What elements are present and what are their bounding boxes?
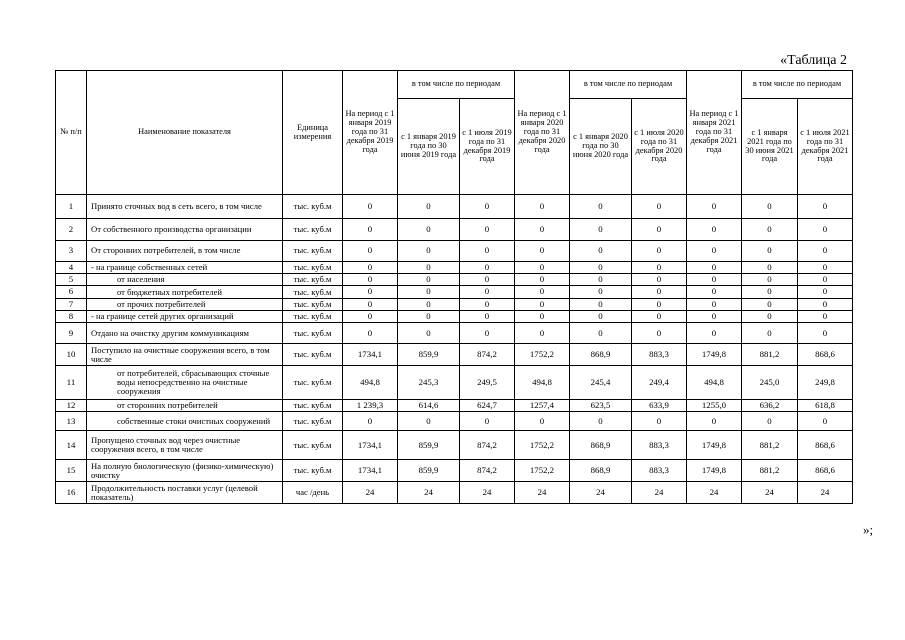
row-value: 0	[687, 274, 742, 286]
row-value: 0	[570, 298, 632, 310]
table-row	[56, 274, 853, 286]
row-name: от населения	[87, 274, 283, 286]
row-value: 0	[343, 323, 398, 344]
header-unit: Единица измерения	[283, 71, 343, 195]
row-value: 0	[632, 195, 687, 219]
row-value: 0	[742, 286, 798, 298]
row-value: 0	[515, 241, 570, 262]
row-name: От собственного производства организации	[87, 219, 283, 241]
row-name: Продолжительность поставки услуг (целевой показатель)	[87, 482, 283, 504]
row-number: 16	[56, 482, 87, 504]
row-value: 1749,8	[687, 431, 742, 460]
row-value: 24	[515, 482, 570, 504]
row-value: 868,6	[798, 460, 853, 482]
row-value: 874,2	[460, 431, 515, 460]
row-value: 494,8	[515, 366, 570, 400]
header-name: Наименование показателя	[87, 71, 283, 195]
row-value: 881,2	[742, 460, 798, 482]
row-value: 623,5	[570, 400, 632, 412]
row-value: 0	[687, 262, 742, 274]
row-value: 0	[515, 323, 570, 344]
row-value: 0	[570, 412, 632, 431]
header-period-2019-including: в том числе по периодам	[398, 71, 515, 99]
row-value: 24	[570, 482, 632, 504]
row-unit: тыс. куб.м	[283, 298, 343, 310]
row-value: 0	[398, 323, 460, 344]
header-period-2021-total: На период с 1 января 2021 года по 31 декабря 2021 года	[687, 71, 742, 195]
row-value: 249,8	[798, 366, 853, 400]
row-value: 868,9	[570, 431, 632, 460]
row-value: 0	[398, 274, 460, 286]
row-value: 859,9	[398, 344, 460, 366]
row-value: 0	[632, 219, 687, 241]
row-value: 494,8	[687, 366, 742, 400]
row-unit: тыс. куб.м	[283, 323, 343, 344]
row-unit: тыс. куб.м	[283, 195, 343, 219]
wastewater-table	[55, 70, 853, 504]
row-value: 1752,2	[515, 431, 570, 460]
row-value: 1749,8	[687, 344, 742, 366]
row-name: собственные стоки очистных сооружений	[87, 412, 283, 431]
row-value: 0	[798, 310, 853, 322]
row-unit: тыс. куб.м	[283, 286, 343, 298]
row-unit: тыс. куб.м	[283, 310, 343, 322]
table-row	[56, 366, 853, 400]
table-row	[56, 195, 853, 219]
row-value: 0	[343, 219, 398, 241]
header-2019-half2: с 1 июля 2019 года по 31 декабря 2019 года	[460, 99, 515, 195]
row-value: 0	[798, 219, 853, 241]
row-unit: тыс. куб.м	[283, 274, 343, 286]
row-value: 636,2	[742, 400, 798, 412]
row-value: 0	[570, 195, 632, 219]
header-2020-half2: с 1 июля 2020 года по 31 декабря 2020 года	[632, 99, 687, 195]
row-value: 245,3	[398, 366, 460, 400]
row-value: 859,9	[398, 431, 460, 460]
row-value: 868,6	[798, 344, 853, 366]
row-unit: тыс. куб.м	[283, 400, 343, 412]
row-name: Пропущено сточных вод через очистные сооружения всего, в том числе	[87, 431, 283, 460]
row-value: 0	[742, 298, 798, 310]
header-2021-half2: с 1 июля 2021 года по 31 декабря 2021 года	[798, 99, 853, 195]
row-name: Отдано на очистку другим коммуникациям	[87, 323, 283, 344]
row-value: 0	[343, 412, 398, 431]
row-name: от потребителей, сбрасывающих сточные воды непосредственно на очистные сооружения	[87, 366, 283, 400]
row-value: 0	[570, 241, 632, 262]
row-value: 0	[398, 262, 460, 274]
table-row	[56, 460, 853, 482]
row-value: 0	[570, 310, 632, 322]
row-value: 1 239,3	[343, 400, 398, 412]
row-value: 0	[515, 274, 570, 286]
row-name: Принято сточных вод в сеть всего, в том числе	[87, 195, 283, 219]
row-value: 0	[398, 195, 460, 219]
row-value: 0	[687, 310, 742, 322]
row-value: 24	[742, 482, 798, 504]
row-value: 0	[570, 323, 632, 344]
row-value: 0	[515, 412, 570, 431]
row-value: 0	[460, 195, 515, 219]
header-num: № п/п	[56, 71, 87, 195]
header-2021-half1: с 1 января 2021 года по 30 июня 2021 года	[742, 99, 798, 195]
row-value: 1734,1	[343, 460, 398, 482]
row-value: 0	[798, 323, 853, 344]
row-name: - на границе сетей других организаций	[87, 310, 283, 322]
row-name: На полную биологическую (физико-химическую) очистку	[87, 460, 283, 482]
row-value: 1752,2	[515, 344, 570, 366]
table-row	[56, 412, 853, 431]
row-value: 0	[460, 310, 515, 322]
row-value: 0	[798, 274, 853, 286]
row-value: 0	[632, 262, 687, 274]
row-value: 874,2	[460, 344, 515, 366]
row-value: 0	[570, 274, 632, 286]
row-value: 0	[742, 241, 798, 262]
row-unit: тыс. куб.м	[283, 412, 343, 431]
row-value: 24	[398, 482, 460, 504]
table-row	[56, 482, 853, 504]
row-value: 0	[570, 286, 632, 298]
row-value: 0	[343, 310, 398, 322]
row-number: 4	[56, 262, 87, 274]
row-unit: тыс. куб.м	[283, 219, 343, 241]
row-value: 0	[343, 298, 398, 310]
row-value: 24	[460, 482, 515, 504]
row-value: 618,8	[798, 400, 853, 412]
row-value: 0	[798, 195, 853, 219]
row-value: 0	[742, 195, 798, 219]
row-value: 0	[632, 241, 687, 262]
row-name: от сторонних потребителей	[87, 400, 283, 412]
row-number: 15	[56, 460, 87, 482]
row-value: 494,8	[343, 366, 398, 400]
row-value: 1734,1	[343, 344, 398, 366]
row-value: 0	[460, 219, 515, 241]
row-value: 0	[687, 298, 742, 310]
row-value: 0	[570, 262, 632, 274]
row-value: 0	[632, 298, 687, 310]
row-value: 0	[398, 412, 460, 431]
table-row	[56, 298, 853, 310]
table-row	[56, 310, 853, 322]
row-value: 0	[687, 195, 742, 219]
row-value: 0	[687, 219, 742, 241]
row-number: 2	[56, 219, 87, 241]
row-value: 0	[632, 310, 687, 322]
row-number: 14	[56, 431, 87, 460]
row-number: 12	[56, 400, 87, 412]
row-value: 868,9	[570, 460, 632, 482]
row-number: 1	[56, 195, 87, 219]
row-unit: тыс. куб.м	[283, 366, 343, 400]
row-value: 0	[460, 298, 515, 310]
row-value: 0	[515, 310, 570, 322]
row-value: 249,4	[632, 366, 687, 400]
row-value: 0	[687, 286, 742, 298]
row-value: 24	[343, 482, 398, 504]
header-2019-half1: с 1 января 2019 года по 30 июня 2019 года	[398, 99, 460, 195]
row-number: 13	[56, 412, 87, 431]
row-unit: тыс. куб.м	[283, 431, 343, 460]
row-value: 0	[632, 274, 687, 286]
row-value: 0	[798, 286, 853, 298]
row-value: 883,3	[632, 344, 687, 366]
row-value: 883,3	[632, 460, 687, 482]
row-value: 24	[632, 482, 687, 504]
row-value: 0	[798, 298, 853, 310]
row-value: 0	[632, 412, 687, 431]
row-value: 1734,1	[343, 431, 398, 460]
row-value: 249,5	[460, 366, 515, 400]
row-value: 0	[570, 219, 632, 241]
row-value: 881,2	[742, 344, 798, 366]
row-value: 1257,4	[515, 400, 570, 412]
header-period-2020-including: в том числе по периодам	[570, 71, 687, 99]
row-value: 0	[460, 286, 515, 298]
row-value: 614,6	[398, 400, 460, 412]
row-value: 24	[687, 482, 742, 504]
row-value: 0	[398, 219, 460, 241]
table-caption: «Таблица 2	[780, 53, 847, 68]
row-value: 24	[798, 482, 853, 504]
row-unit: тыс. куб.м	[283, 241, 343, 262]
row-value: 859,9	[398, 460, 460, 482]
header-period-2021-including: в том числе по периодам	[742, 71, 853, 99]
row-value: 0	[632, 286, 687, 298]
row-value: 0	[742, 412, 798, 431]
row-value: 0	[398, 298, 460, 310]
table-row	[56, 262, 853, 274]
table-row	[56, 344, 853, 366]
row-value: 0	[460, 241, 515, 262]
row-value: 0	[460, 274, 515, 286]
row-value: 0	[460, 262, 515, 274]
row-value: 0	[515, 298, 570, 310]
row-name: Поступило на очистные сооружения всего, в том числе	[87, 344, 283, 366]
closing-mark: »;	[863, 522, 874, 537]
row-value: 0	[515, 262, 570, 274]
table-row	[56, 400, 853, 412]
row-number: 8	[56, 310, 87, 322]
row-value: 0	[515, 219, 570, 241]
row-value: 0	[687, 323, 742, 344]
row-value: 868,6	[798, 431, 853, 460]
row-value: 0	[343, 262, 398, 274]
row-value: 0	[343, 195, 398, 219]
header-2020-half1: с 1 января 2020 года по 30 июня 2020 года	[570, 99, 632, 195]
row-value: 0	[687, 241, 742, 262]
row-name: от прочих потребителей	[87, 298, 283, 310]
row-value: 1255,0	[687, 400, 742, 412]
header-period-2019-total: На период с 1 января 2019 года по 31 декабря 2019 года	[343, 71, 398, 195]
row-value: 0	[632, 323, 687, 344]
row-value: 1752,2	[515, 460, 570, 482]
row-value: 0	[343, 274, 398, 286]
table-body	[56, 195, 853, 504]
row-number: 3	[56, 241, 87, 262]
row-name: от бюджетных потребителей	[87, 286, 283, 298]
row-value: 0	[398, 241, 460, 262]
table-row	[56, 219, 853, 241]
row-value: 874,2	[460, 460, 515, 482]
row-number: 11	[56, 366, 87, 400]
row-number: 5	[56, 274, 87, 286]
row-value: 0	[742, 323, 798, 344]
row-number: 10	[56, 344, 87, 366]
row-value: 883,3	[632, 431, 687, 460]
row-value: 0	[343, 241, 398, 262]
row-value: 0	[798, 412, 853, 431]
row-unit: тыс. куб.м	[283, 262, 343, 274]
row-name: - на границе собственных сетей	[87, 262, 283, 274]
row-value: 0	[742, 262, 798, 274]
row-value: 881,2	[742, 431, 798, 460]
row-name: От сторонних потребителей, в том числе	[87, 241, 283, 262]
table-row	[56, 431, 853, 460]
row-value: 0	[742, 219, 798, 241]
row-number: 7	[56, 298, 87, 310]
table-row	[56, 286, 853, 298]
row-value: 633,9	[632, 400, 687, 412]
row-unit: час /день	[283, 482, 343, 504]
row-value: 0	[515, 195, 570, 219]
row-unit: тыс. куб.м	[283, 460, 343, 482]
row-value: 0	[687, 412, 742, 431]
row-value: 0	[398, 286, 460, 298]
row-value: 0	[742, 310, 798, 322]
table-row	[56, 323, 853, 344]
row-value: 245,0	[742, 366, 798, 400]
row-value: 0	[742, 274, 798, 286]
row-unit: тыс. куб.м	[283, 344, 343, 366]
table-row	[56, 241, 853, 262]
row-value: 868,9	[570, 344, 632, 366]
row-value: 624,7	[460, 400, 515, 412]
row-value: 0	[798, 262, 853, 274]
row-value: 0	[398, 310, 460, 322]
row-value: 0	[460, 412, 515, 431]
row-number: 9	[56, 323, 87, 344]
header-period-2020-total: На период с 1 января 2020 года по 31 декабря 2020 года	[515, 71, 570, 195]
row-value: 0	[798, 241, 853, 262]
row-number: 6	[56, 286, 87, 298]
row-value: 0	[515, 286, 570, 298]
row-value: 245,4	[570, 366, 632, 400]
row-value: 0	[460, 323, 515, 344]
row-value: 1749,8	[687, 460, 742, 482]
row-value: 0	[343, 286, 398, 298]
